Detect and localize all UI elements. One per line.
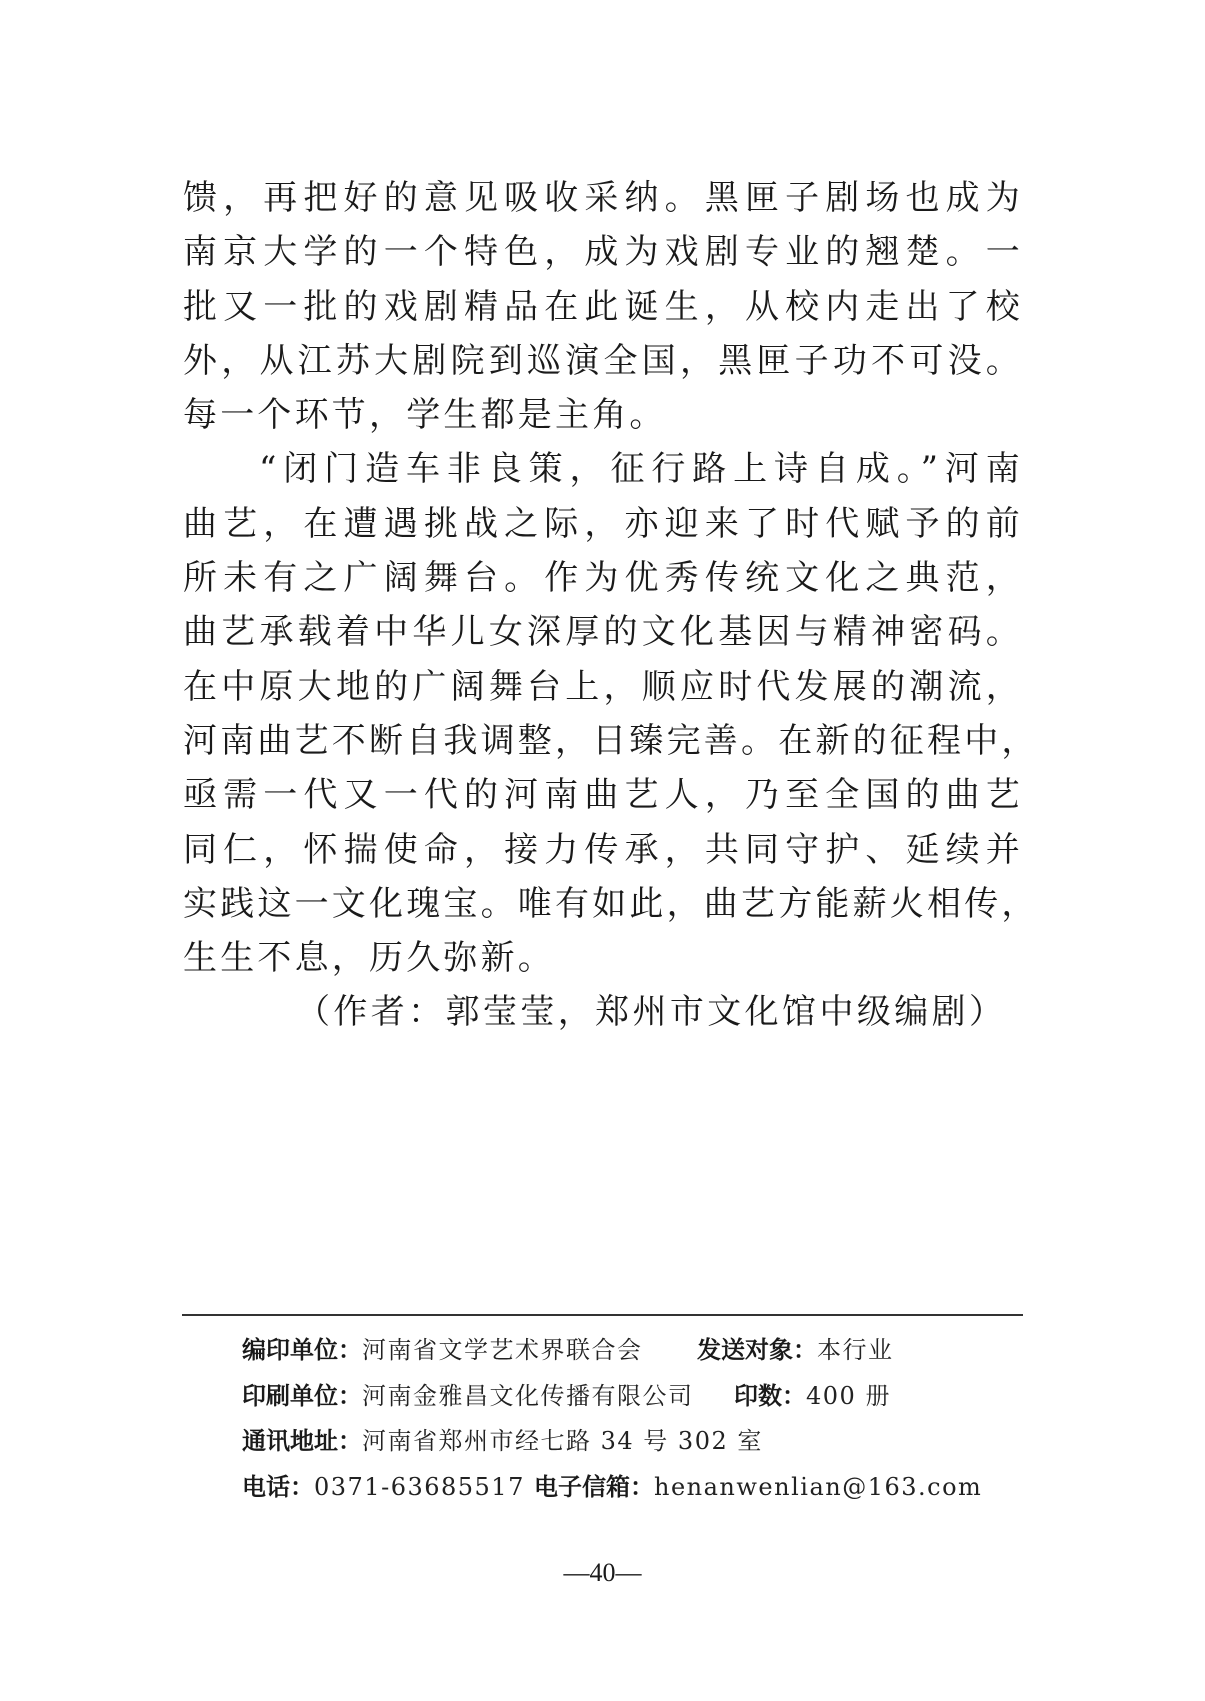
- editor-value: 河南省文学艺术界联合会: [362, 1336, 643, 1364]
- text-line: 每一个环节，学生都是主角。: [183, 395, 667, 436]
- address-value: 河南省郑州市经七路 34 号 302 室: [362, 1427, 763, 1455]
- copies-label: 印数：: [734, 1381, 806, 1410]
- text-line: 生生不息，历久弥新。: [183, 938, 555, 979]
- text-line: 批又一批的戏剧精品在此诞生，从校内走出了校: [183, 286, 1023, 327]
- footer-divider: [182, 1314, 1023, 1316]
- address-label: 通讯地址：: [242, 1427, 362, 1455]
- text-line: 外，从江苏大剧院到巡演全国，黑匣子功不可没。: [183, 340, 1023, 381]
- imprint-row-contact: [242, 1465, 1022, 1511]
- text-line-paragraph-start: “闭门造车非良策，征行路上诗自成。”河南: [259, 449, 1023, 490]
- imprint-row-printer: [242, 1374, 1022, 1420]
- email-label: 电子信箱：: [534, 1472, 654, 1501]
- editor-label: 编印单位：: [242, 1336, 362, 1364]
- text-line: 馈，再把好的意见吸收采纳。黑匣子剧场也成为: [183, 178, 1023, 218]
- imprint-row-address: [242, 1419, 1022, 1465]
- text-line: 曲艺承载着中华儿女深厚的文化基因与精神密码。: [183, 612, 1023, 653]
- text-line: 实践这一文化瑰宝。唯有如此，曲艺方能薪火相传，: [183, 883, 1039, 924]
- email-value: henanwenlian@163.com: [654, 1472, 983, 1501]
- recipient-label: 发送对象：: [697, 1336, 817, 1364]
- author-note: （作者：郭莹莹，郑州市文化馆中级编剧）: [296, 992, 1006, 1032]
- text-line: 曲艺，在遭遇挑战之际，亦迎来了时代赋予的前: [183, 503, 1023, 544]
- recipient-value: 本行业: [817, 1336, 894, 1364]
- text-line: 南京大学的一个特色，成为戏剧专业的翘楚。一: [183, 232, 1023, 273]
- text-line: 同仁，怀揣使命，接力传承，共同守护、延续并: [183, 829, 1023, 870]
- imprint-row-editor: [242, 1328, 1022, 1374]
- imprint-block: [242, 1328, 1022, 1510]
- phone-value: 0371-63685517: [314, 1472, 525, 1501]
- text-line: 亟需一代又一代的河南曲艺人，乃至全国的曲艺: [183, 775, 1023, 816]
- printer-value: 河南金雅昌文化传播有限公司: [362, 1381, 694, 1410]
- copies-value: 400 册: [806, 1381, 891, 1410]
- printer-label: 印刷单位：: [242, 1381, 362, 1410]
- phone-label: 电话：: [242, 1472, 314, 1501]
- text-line: 在中原大地的广阔舞台上，顺应时代发展的潮流，: [183, 666, 1023, 707]
- text-line: 河南曲艺不断自我调整，日臻完善。在新的征程中，: [183, 720, 1039, 761]
- page-number: —40—: [563, 1558, 642, 1587]
- article-body: [183, 171, 1039, 985]
- text-line: 所未有之广阔舞台。作为优秀传统文化之典范，: [183, 558, 1023, 599]
